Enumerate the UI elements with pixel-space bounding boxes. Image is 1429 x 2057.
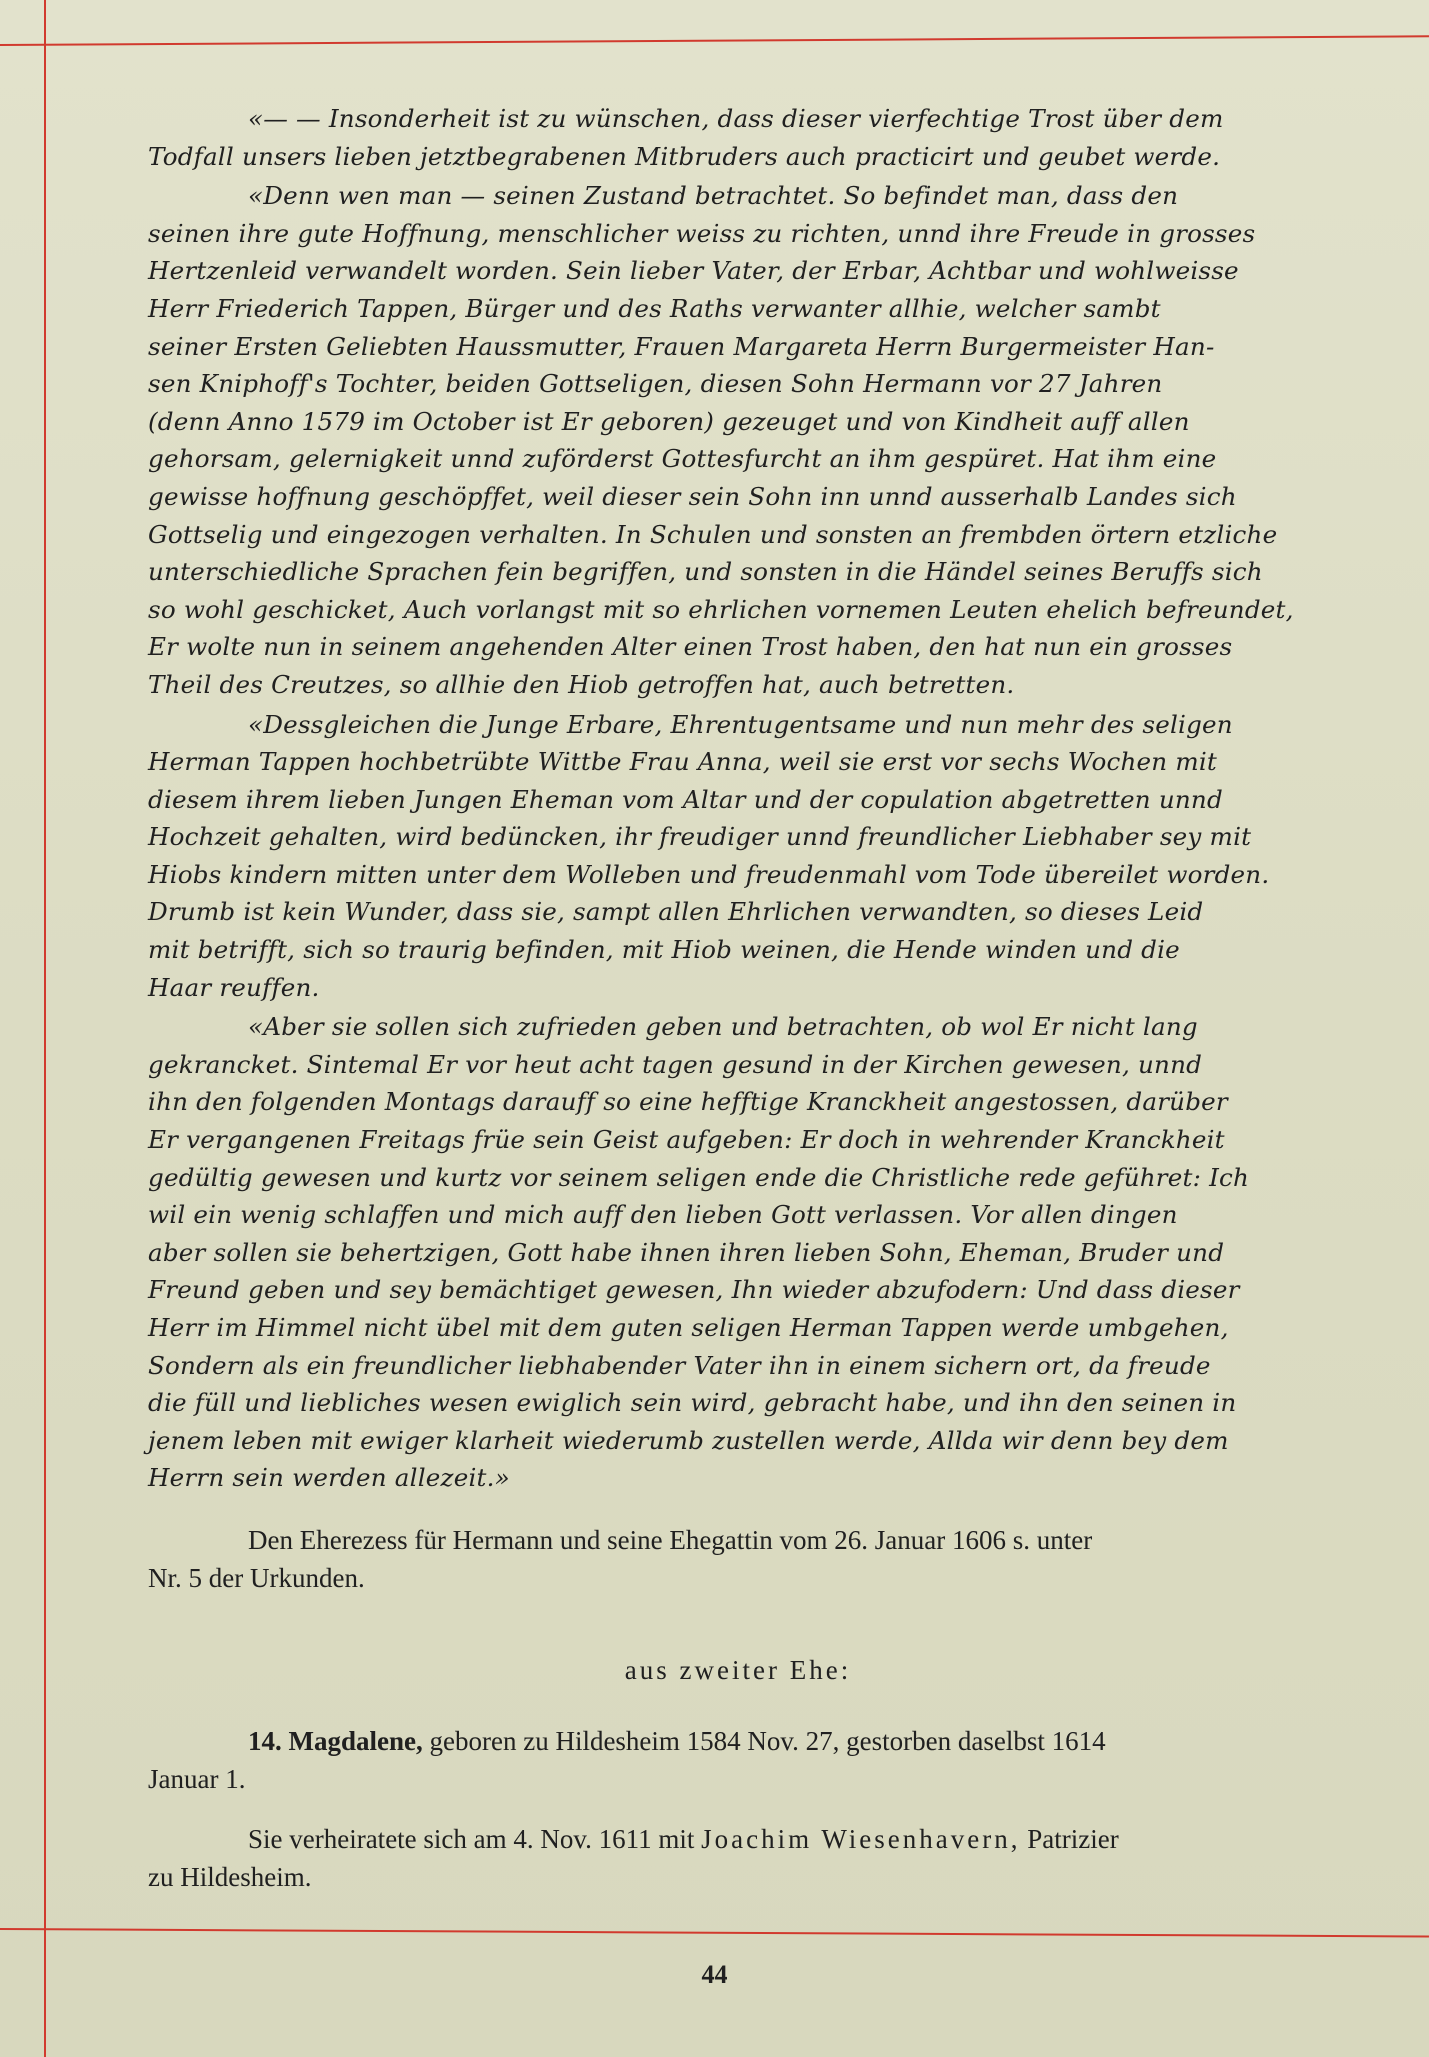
text-line: Hertzenleid verwandelt worden. Sein lieber Vater, der Erbar, Achtbar und wohlweisse [148,256,1239,286]
text-line: wil ein wenig schlaffen und mich auff den lieben Gott verlassen. Vor allen dingen [148,1200,1178,1230]
text-line: Herrn sein werden allezeit.» [148,1463,510,1493]
text-line: aber sollen sie behertzigen, Gott habe ihnen ihren lieben Sohn, Eheman, Bruder und [148,1237,1225,1267]
page-number: 44 [701,1960,728,1989]
marriage-line [148,1820,1328,1858]
text-line: Nr. 5 der Urkunden. [148,1562,365,1593]
text-line: jenem leben mit ewiger klarheit wiederumb zustellen werde, Allda wir denn bey dem [148,1425,1229,1455]
ehrezess-note [148,1521,1328,1597]
text-line: Herman Tappen hochbetrübte Wittbe Frau Anna, weil sie erst vor sechs Wochen mit [148,747,1218,777]
text-line: Haar reuffen. [148,972,320,1002]
text-line: seiner Ersten Geliebten Haussmutter, Frauen Margareta Herrn Burgermeister Han- [148,331,1215,361]
left-rule [44,0,46,2057]
text-line: «Denn wen man — seinen Zustand betrachtet. So befindet man, dass den [248,181,1179,211]
marriage-note [148,1820,1328,1896]
text-line: Herr im Himmel nicht übel mit dem guten seligen Herman Tappen werde umbgehen, [148,1313,1229,1342]
text-line: Gottselig und eingezogen verhalten. In Schulen und sonsten an frembden örtern etzliche [148,519,1278,549]
top-rule [0,35,1429,46]
paragraph-1 [148,100,1328,175]
marriage-text-end: Patrizier [1020,1823,1119,1854]
text-line: die füll und liebliches wesen ewiglich sein wird, gebracht habe, und ihn den seinen in [148,1388,1237,1418]
paragraph-4 [148,1008,1328,1497]
text-line: gehorsam, gelernigkeit unnd zuförderst Gottesfurcht an ihm gespüret. Hat ihm eine [148,444,1217,474]
text-line: Sondern als ein freundlicher liebhabender Vater ihn in einem sichern ort, da freude [148,1350,1211,1380]
paragraph-2 [148,177,1328,703]
entry-magdalene [148,1722,1328,1798]
text-line: mit betrifft, sich so traurig befinden, mit Hiob weinen, die Hende winden und die [148,935,1180,965]
section-heading: aus zweiter Ehe: [624,1654,852,1685]
text-line: seinen ihre gute Hoffnung, menschlicher weiss zu richten, unnd ihre Freude in grosses [148,218,1256,248]
text-line: gekrancket. Sintemal Er vor heut acht tagen gesund in der Kirchen gewesen, unnd [148,1049,1203,1079]
text-line: ihn den folgenden Montags darauff so eine hefftige Kranckheit angestossen, darüber [148,1087,1228,1117]
text-line: Hochzeit gehalten, wird bedüncken, ihr freudiger unnd freundlicher Liebhaber sey mit [148,822,1252,852]
text-line: Herr Friederich Tappen, Bürger und des Raths verwanter allhie, welcher sambt [148,293,1161,323]
marriage-line: zu Hildesheim. [148,1861,312,1892]
text-line: Theil des Creutzes, so allhie den Hiob getroffen hat, auch betretten. [148,669,1015,699]
text-line: gewisse hoffnung geschöpffet, weil dieser sein Sohn inn unnd ausserhalb Landes sich [148,481,1237,511]
text-line: Den Eherezess für Hermann und seine Ehegattin vom 26. Januar 1606 s. unter [248,1524,1093,1555]
text-line: unterschiedliche Sprachen fein begriffen, und sonsten in die Händel seines Beruffs sich [148,557,1263,587]
entry-birth-death: geboren zu Hildesheim 1584 Nov. 27, gestorben daselbst 1614 [422,1725,1106,1756]
text-line: diesem ihrem lieben Jungen Eheman vom Altar und der copulation abgetretten unnd [148,784,1223,814]
marriage-text: Sie verheiratete sich am 4. Nov. 1611 mit [248,1823,702,1854]
text-line: Freund geben und sey bemächtiget gewesen, Ihn wieder abzufodern: Und dass dieser [148,1275,1240,1305]
text-line: Hiobs kindern mitten unter dem Wolleben und freudenmahl vom Tode übereilet worden. [148,859,1270,889]
text-line: gedültig gewesen und kurtz vor seinem seligen ende die Christliche rede geführet: Ich [148,1162,1250,1192]
text-line: sen Kniphoff's Tochter, beiden Gottseligen, diesen Sohn Hermann vor 27 Jahren [148,369,1163,399]
text-line: «— — Insonderheit ist zu wünschen, dass dieser vierfechtige Trost über dem [248,104,1224,133]
text-line: Drumb ist kein Wunder, dass sie, sampt allen Ehrlichen verwandten, so dieses Leid [148,897,1204,927]
page-text [148,100,1328,1896]
bottom-rule [0,1928,1429,1937]
entry-number-name: 14. Magdalene, [248,1725,423,1756]
text-line: «Aber sie sollen sich zufrieden geben und betrachten, ob wol Er nicht lang [248,1012,1198,1042]
text-line: so wohl geschicket, Auch vorlangst mit so ehrlichen vornemen Leuten ehelich befreundet, [148,594,1294,624]
spouse-name: Joachim Wiesenhavern, [701,1823,1021,1854]
text-line: Er wolte nun in seinem angehenden Alter einen Trost haben, den hat nun ein grosses [148,632,1233,662]
text-line: Er vergangenen Freitags früe sein Geist aufgeben: Er doch in wehrender Kranckheit [148,1125,1225,1155]
entry-line [148,1722,1328,1760]
text-line: «Dessgleichen die Junge Erbare, Ehrentugentsame und nun mehr des seligen [248,709,1233,739]
text-line: Todfall unsers lieben jetztbegrabenen Mitbruders auch practicirt und geubet werde. [148,141,1221,171]
entry-line: Januar 1. [148,1763,246,1794]
paragraph-3 [148,706,1328,1007]
text-line: (denn Anno 1579 im October ist Er geboren) gezeuget und von Kindheit auff allen [148,406,1190,436]
